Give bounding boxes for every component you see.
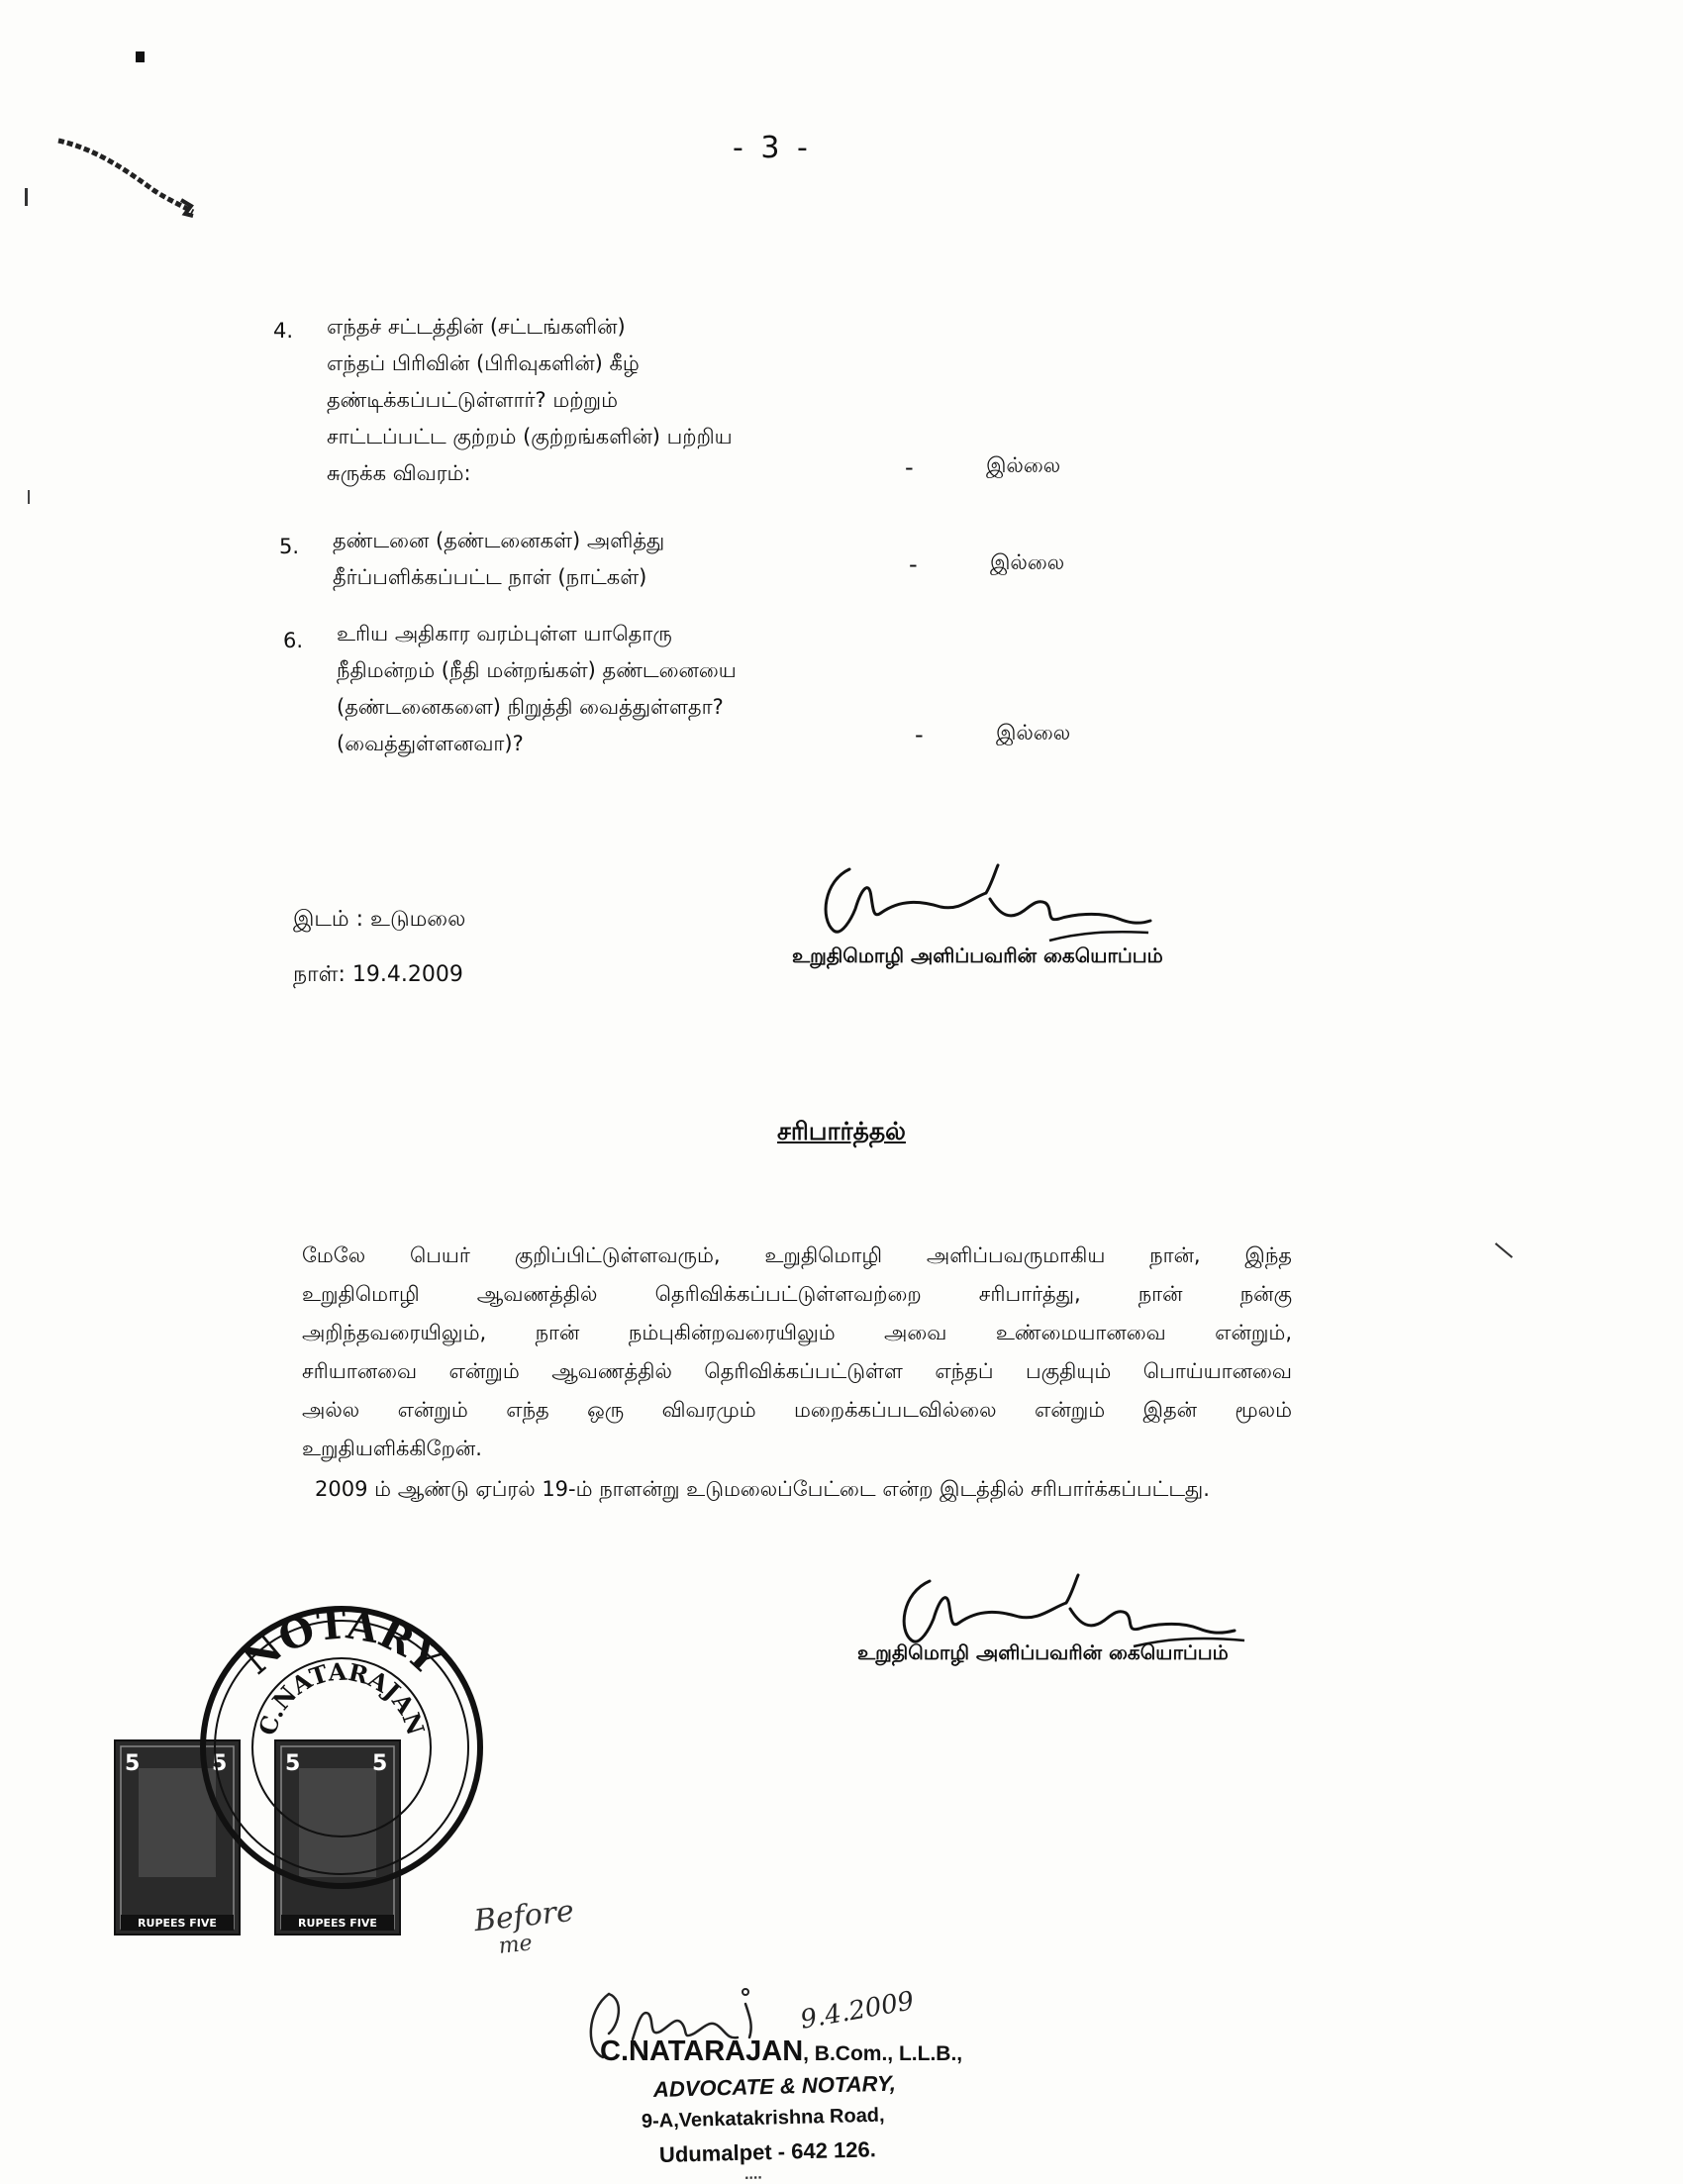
- notary-name-line: [600, 2035, 962, 2068]
- question-number: 4.: [273, 319, 294, 343]
- signature-caption: உறுதிமொழி அளிப்பவரின் கையொப்பம்: [857, 1640, 1229, 1664]
- paragraph-line: உறுதியளிக்கிறேன்.: [302, 1437, 482, 1460]
- question-line: தீர்ப்பளிக்கப்பட்ட நாள் (நாட்கள்): [333, 565, 647, 589]
- scan-mark: [28, 490, 30, 504]
- handwritten-word: me: [497, 1931, 534, 1959]
- svg-text:C.NATARAJAN: C.NATARAJAN: [252, 1656, 431, 1739]
- svg-text:5: 5: [285, 1751, 301, 1776]
- notary-degrees: , B.Com., L.L.B.,: [803, 2042, 963, 2065]
- date-text: நாள்: 19.4.2009: [293, 962, 463, 987]
- notary-address: Udumalpet - 642 126.: [658, 2136, 877, 2167]
- binding-thread-mark: [54, 129, 203, 218]
- paragraph-line: அறிந்தவரையிலும், நான் நம்புகின்றவரையிலும் அவை உண்மையானவை என்றும்,: [302, 1321, 1292, 1344]
- answer-value: இல்லை: [990, 550, 1065, 574]
- page-number: - 3 -: [733, 131, 812, 165]
- question-line: எந்தப் பிரிவின் (பிரிவுகளின்) கீழ்: [327, 351, 640, 375]
- paragraph-line: சரியானவை என்றும் ஆவணத்தில் தெரிவிக்கப்பட்டுள்ள எந்தப் பகுதியும் பொய்யானவை: [302, 1359, 1292, 1383]
- paragraph-line: உறுதிமொழி ஆவணத்தில் தெரிவிக்கப்பட்டுள்ளவற்றை சரிபார்த்து, நான் நன்கு: [302, 1282, 1292, 1306]
- paragraph-line: அல்ல என்றும் எந்த ஒரு விவரமும் மறைக்கப்படவில்லை என்றும் இதன் மூலம்: [302, 1398, 1292, 1422]
- svg-text:RUPEES FIVE: RUPEES FIVE: [138, 1917, 217, 1930]
- question-line: (தண்டனைகளை) நிறுத்தி வைத்துள்ளதா?: [337, 695, 724, 719]
- svg-text:5: 5: [125, 1751, 141, 1776]
- handwritten-note: [472, 1894, 578, 1961]
- scan-mark: [136, 51, 145, 62]
- scan-mark: [25, 188, 28, 206]
- question-line: தண்டிக்கப்பட்டுள்ளார்? மற்றும்: [327, 388, 618, 412]
- scan-mark: [1495, 1242, 1513, 1258]
- question-number: 6.: [283, 629, 304, 652]
- svg-text:RUPEES FIVE: RUPEES FIVE: [298, 1917, 377, 1930]
- handwritten-word: Before: [472, 1893, 576, 1939]
- question-line: சுருக்க விவரம்:: [327, 461, 471, 485]
- signature-caption: உறுதிமொழி அளிப்பவரின் கையொப்பம்: [792, 943, 1163, 967]
- svg-text:5: 5: [372, 1751, 388, 1776]
- notary-address: 9-A,Venkatakrishna Road,: [641, 2104, 885, 2133]
- paragraph-line: மேலே பெயர் குறிப்பிட்டுள்ளவரும், உறுதிமொழி அளிப்பவருமாகிய நான், இந்த: [302, 1243, 1292, 1267]
- answer-dash: -: [909, 550, 918, 578]
- svg-text:5: 5: [212, 1751, 228, 1776]
- notary-seal: [193, 1599, 490, 1896]
- question-line: (வைத்துள்ளனவா)?: [337, 732, 524, 755]
- question-line: எந்தச் சட்டத்தின் (சட்டங்களின்): [327, 315, 626, 339]
- notary-phone: ....: [743, 2165, 762, 2183]
- notary-signature-date: 9.4.2009: [798, 1986, 917, 2035]
- verification-heading: சரிபார்த்தல்: [777, 1117, 906, 1145]
- question-line: நீதிமன்றம் (நீதி மன்றங்கள்) தண்டனையை: [337, 658, 737, 682]
- question-line: தண்டனை (தண்டனைகள்) அளித்து: [333, 529, 665, 552]
- question-number: 5.: [279, 535, 300, 558]
- handwritten-signature: [812, 859, 1168, 948]
- svg-text:NOTARY: NOTARY: [234, 1601, 450, 1684]
- notary-name: C.NATARAJAN: [600, 2035, 804, 2067]
- question-line: உரிய அதிகார வரம்புள்ள யாதொரு: [337, 622, 672, 645]
- answer-value: இல்லை: [996, 721, 1071, 745]
- answer-value: இல்லை: [986, 453, 1061, 477]
- answer-dash: -: [905, 453, 914, 481]
- notary-title: ADVOCATE & NOTARY,: [652, 2070, 897, 2102]
- answer-dash: -: [915, 721, 924, 748]
- place-text: இடம் : உடுமலை: [293, 907, 466, 932]
- verification-closing: 2009 ம் ஆண்டு ஏப்ரல் 19-ம் நாளன்று உடுமலைப்பேட்டை என்ற இடத்தில் சரிபார்க்கப்பட்டது.: [315, 1477, 1210, 1501]
- question-line: சாட்டப்பட்ட குற்றம் (குற்றங்களின்) பற்றிய: [327, 425, 733, 448]
